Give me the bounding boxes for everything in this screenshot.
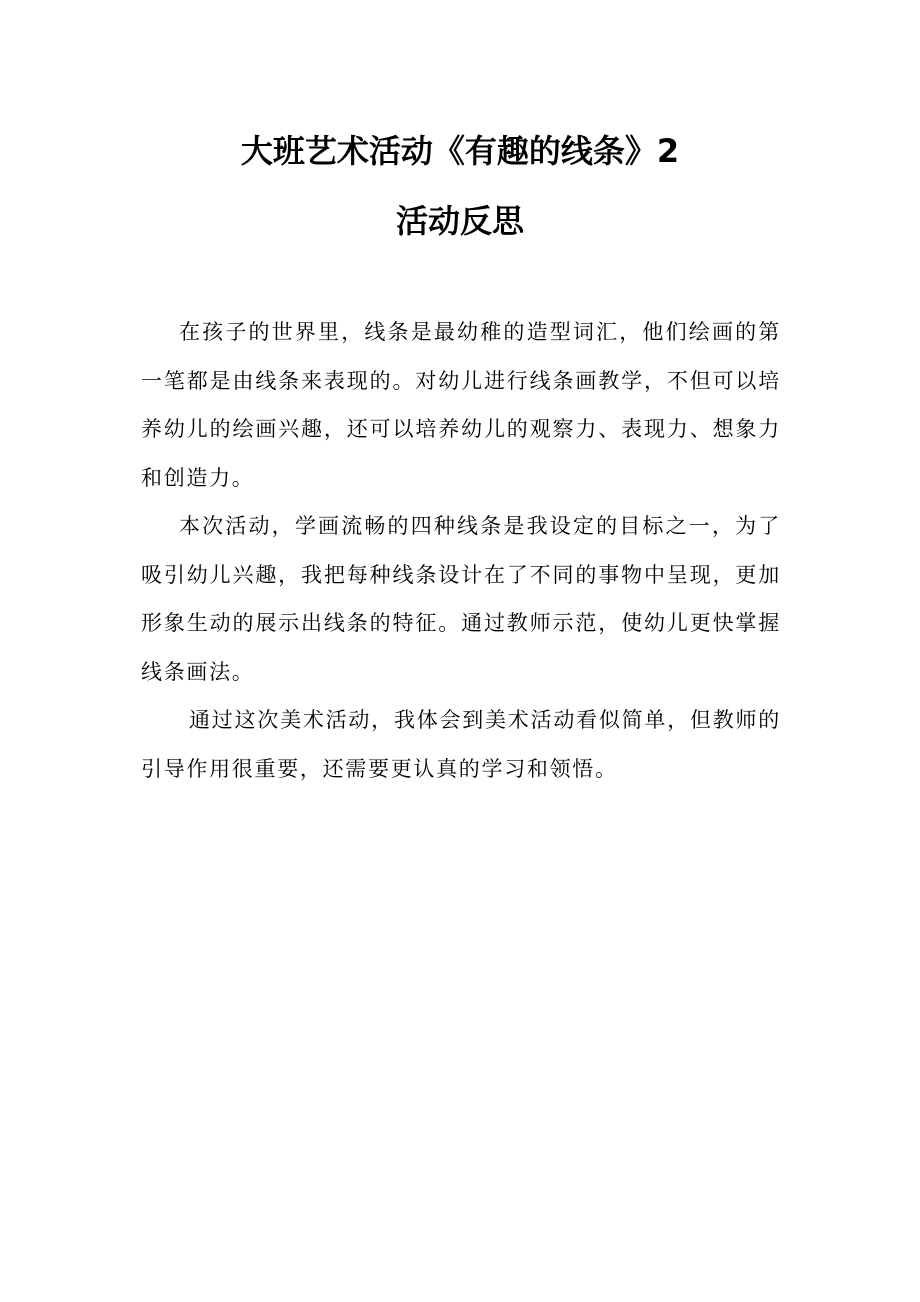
paragraph: 本次活动，学画流畅的四种线条是我设定的目标之一，为了吸引幼儿兴趣，我把每种线条设计在了不同的事物中呈现，更加形象生动的展示出线条的特征。通过教师示范，使幼儿更快掌握线条画法。 bbox=[141, 514, 781, 684]
paragraph: 在孩子的世界里，线条是最幼稚的造型词汇，他们绘画的第一笔都是由线条来表现的。对幼儿进行线条画教学，不但可以培养幼儿的绘画兴趣，还可以培养幼儿的观察力、表现力、想象力和创造力。 bbox=[141, 320, 781, 490]
document-title: 大班艺术活动《有趣的线条》2 bbox=[240, 132, 680, 170]
paragraph-block-1 bbox=[141, 308, 781, 502]
paragraph: 通过这次美术活动，我体会到美术活动看似简单，但教师的引导作用很重要，还需要更认真的学习和领悟。 bbox=[141, 708, 781, 781]
document-subtitle: 活动反思 bbox=[395, 202, 524, 240]
paragraph-block-3 bbox=[141, 696, 781, 793]
paragraph-block-2 bbox=[141, 502, 781, 696]
